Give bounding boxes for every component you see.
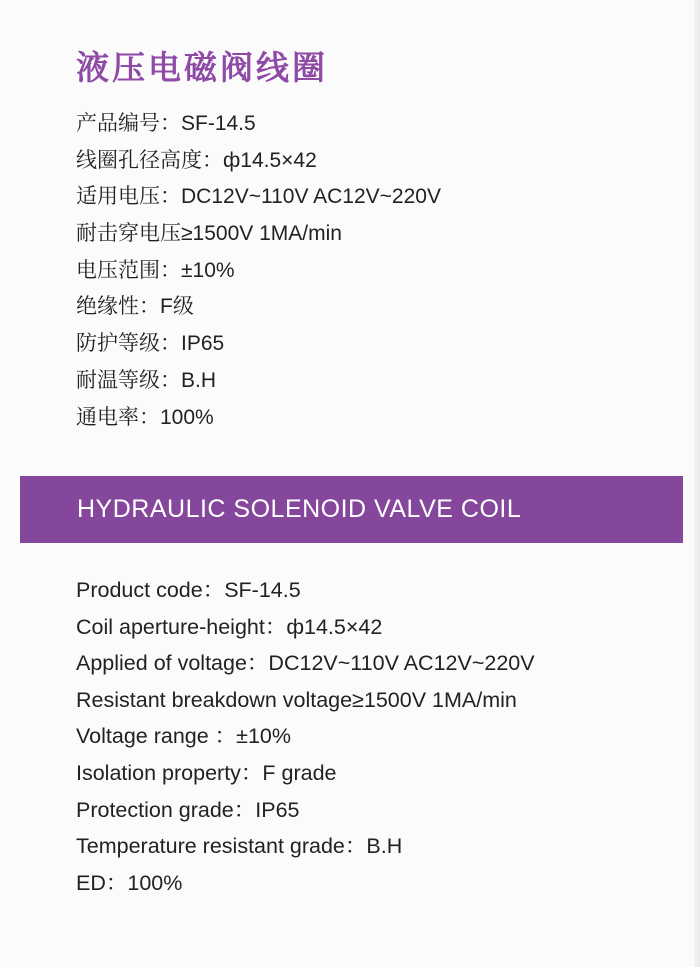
english-title: HYDRAULIC SOLENOID VALVE COIL xyxy=(77,495,522,523)
spec-item-voltage-range-cn: 电压范围：±10% xyxy=(76,258,235,282)
english-title-band xyxy=(20,476,683,543)
spec-item-duty-cycle-en: ED：100% xyxy=(76,870,183,895)
spec-item-product-code-en: Product code：SF-14.5 xyxy=(76,578,301,602)
spec-item-temperature-grade-cn: 耐温等级：B.H xyxy=(76,368,217,392)
page-edge-shadow xyxy=(694,0,700,967)
spec-item-voltage-range-en: Voltage range ：±10% xyxy=(76,724,292,749)
spec-item-applied-voltage-en: Applied of voltage：DC12V~110V AC12V~220V xyxy=(76,651,535,676)
spec-item-temperature-grade-en: Temperature resistant grade：B.H xyxy=(76,834,403,859)
spec-item-applied-voltage-cn: 适用电压：DC12V~110V AC12V~220V xyxy=(76,185,441,209)
spec-item-duty-cycle-cn: 通电率：100% xyxy=(76,405,214,429)
spec-item-product-code-cn: 产品编号：SF-14.5 xyxy=(76,112,256,135)
spec-item-isolation-en: Isolation property：F grade xyxy=(76,760,337,785)
spec-item-breakdown-voltage-cn: 耐击穿电压≥1500V 1MA/min xyxy=(76,222,342,246)
spec-item-coil-aperture-cn: 线圈孔径高度：ф14.5×42 xyxy=(76,148,317,172)
spec-item-insulation-cn: 绝缘性：F级 xyxy=(76,295,194,319)
spec-item-coil-aperture-en: Coil aperture-height：ф14.5×42 xyxy=(76,614,383,639)
english-spec-list xyxy=(76,572,535,901)
chinese-title: 液压电磁阀线圈 xyxy=(76,49,328,86)
spec-item-protection-grade-en: Protection grade：IP65 xyxy=(76,797,300,822)
spec-item-breakdown-voltage-en: Resistant breakdown voltage≥1500V 1MA/min xyxy=(76,687,517,712)
chinese-spec-list xyxy=(76,106,441,436)
spec-item-protection-grade-cn: 防护等级：IP65 xyxy=(76,332,225,356)
